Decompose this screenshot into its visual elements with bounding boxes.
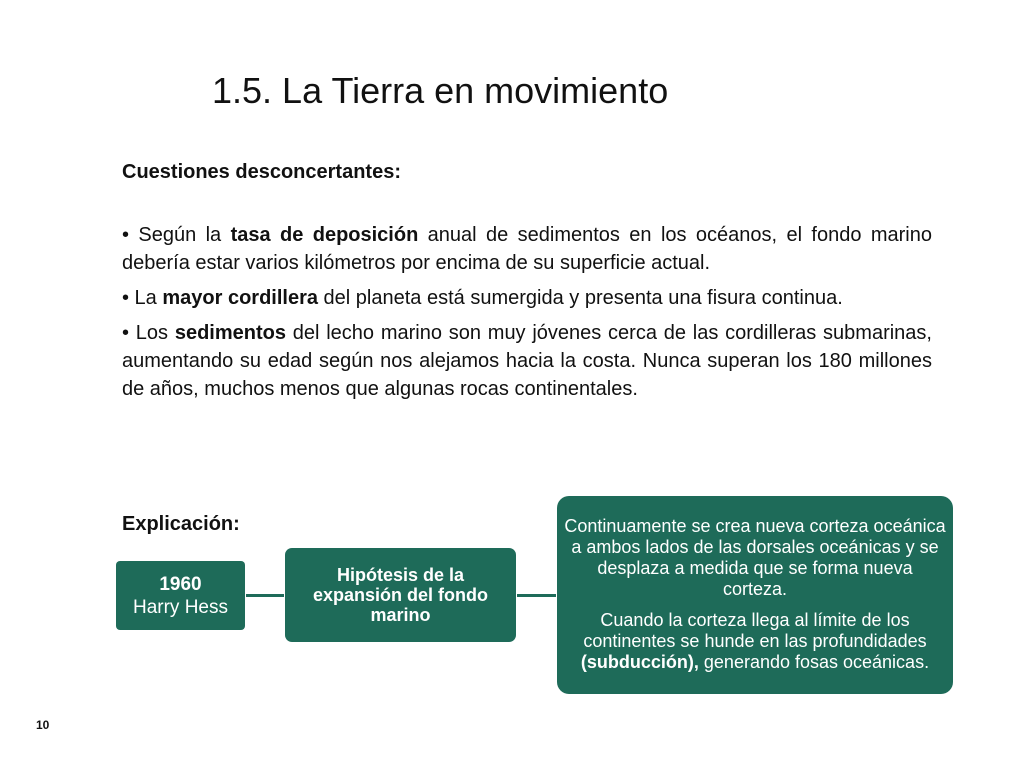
person-year: 1960 xyxy=(159,573,202,595)
explanation-bold-term: (subducción), xyxy=(580,652,699,672)
bullet-text: del planeta está sumergida y presenta una fisura continua. xyxy=(318,287,843,309)
bullet-text: del lecho marino son muy jóvenes cerca de las cordilleras submarinas, aumentando su edad según nos alejamos hacia la costa. Nunca superan los 180 millones de años, muchos menos que algunas rocas continentales. xyxy=(122,322,932,400)
page-number: 10 xyxy=(36,718,50,732)
bullet-item xyxy=(122,319,932,403)
person-box xyxy=(116,561,245,630)
explanation-heading: Explicación: xyxy=(122,513,240,535)
person-name: Harry Hess xyxy=(132,596,228,618)
connector-line xyxy=(517,594,556,597)
bullet-text: anual de sedimentos en los océanos, el fondo marino debería estar varios kilómetros por encima de su superficie actual. xyxy=(122,224,932,274)
bullet-bold-term: sedimentos xyxy=(174,322,286,344)
slide-title: 1.5. La Tierra en movimiento xyxy=(212,70,669,111)
bullet-item xyxy=(122,221,932,277)
bullet-bold-term: mayor cordillera xyxy=(162,287,318,309)
explanation-text: generando fosas oceánicas. xyxy=(698,652,930,672)
bullet-text: • Los xyxy=(122,322,175,344)
questions-heading: Cuestiones desconcertantes: xyxy=(122,161,401,183)
connector-line xyxy=(246,594,284,597)
hypothesis-text: Hipótesis de la expansión del fondo marino xyxy=(312,565,488,625)
bullet-text: • Según la xyxy=(122,224,231,246)
bullet-list xyxy=(122,221,932,410)
hypothesis-box xyxy=(285,548,516,642)
explanation-text: Cuando la corteza llega al límite de los continentes se hunde en las profundidades xyxy=(583,610,927,651)
explanation-box xyxy=(557,496,953,694)
explanation-paragraph: Continuamente se crea nueva corteza oceánica a ambos lados de las dorsales oceánicas y se desplaza a medida que se forma nueva corteza. xyxy=(564,516,946,599)
bullet-bold-term: tasa de deposición xyxy=(230,224,419,246)
explanation-paragraph xyxy=(563,610,947,673)
bullet-text: • La xyxy=(122,287,163,309)
bullet-item xyxy=(122,284,932,312)
